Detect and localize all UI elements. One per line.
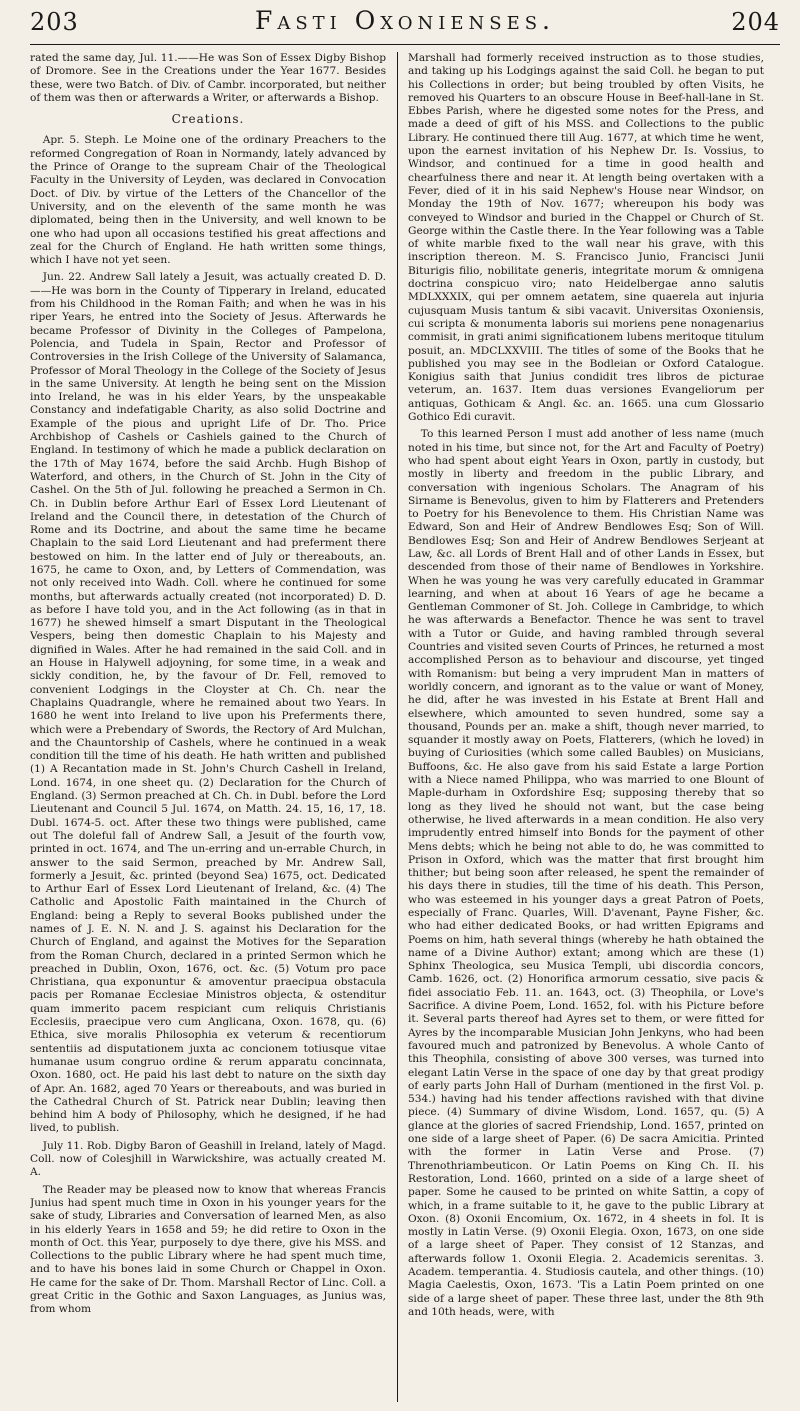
column-divider bbox=[397, 52, 398, 1402]
left-column bbox=[30, 52, 386, 1402]
paragraph-le-moine: Apr. 5. Steph. Le Moine one of the ordinary Preachers to the reformed Congregation of Roan in Normandy, lately advanced by the Prince of Orange to the supream Chair of the Theological Faculty in the University of Leyden, was declared in Convocation Doct. of Div. by virtue of the Letters of the Chancellor of the University, and on the eleventh of the same month he was diplomated, being then in the University, and well known to be one who had upon all occasions testified his great affections and zeal for the Church of England. He hath written some things, which I have not yet seen. bbox=[30, 134, 386, 267]
running-title: Fasti Oxonienses. bbox=[255, 6, 555, 35]
page-number-left: 203 bbox=[30, 8, 79, 36]
header-rule bbox=[30, 44, 780, 45]
paragraph-junius-continued: Marshall had formerly received instruction as to those studies, and taking up his Lodgings against the said Coll. he began to put his Collections in order; but being troubled by often Visits, he removed his Quarters to an obscure House in Beef-hall-lane in St. Ebbes Parish, where he digested some notes for the Press, and made a deed of gift of his MSS. and Collections to the public Library. He continued there till Aug. 1677, at which time he went, upon the earnest invitation of his Nephew Dr. Is. Vossius, to Windsor, and continued for a time in good health and chearfulness there and near it. At length being overtaken with a Fever, died of it in his said Nephew's House near Windsor, on Monday the 19th of Nov. 1677; whereupon his body was conveyed to Windsor and buried in the Chappel or Church of St. George within the Castle there. In the Year following was a Table of white marble fixed to the wall near his grave, with this inscription thereon. M. S. Francisco Junio, Francisci Junii Biturigis filio, nobilitate generis, integritate morum & omnigena doctrina conspicuo viro; nato Heidelbergae anno salutis MDLXXXIX, qui per omnem aetatem, sine quaerela aut injuria cujusquam Musis tantum & sibi vacavit. Universitas Oxoniensis, cui scripta & monumenta laboris sui moriens pene nonagenarius commisit, in grati animi significationem lubens meritoque titulum posuit, an. MDCLXXVIII. The titles of some of the Books that he published you may see in the Bodleian or Oxford Catalogue. Konigius saith that Junius condidit tres libros de picturae veterum, an. 1637. Item duas versiones Evangeliorum per antiquas, Gothicam & Angl. &c. an. 1665. una cum Glossario Gothico Edi curavit. bbox=[408, 52, 764, 424]
paragraph-rob-digby: July 11. Rob. Digby Baron of Geashill in Ireland, lately of Magd. Coll. now of Colesjhill in Warwickshire, was actually created M. A. bbox=[30, 1139, 386, 1179]
page-number-right: 204 bbox=[731, 8, 780, 36]
section-heading-creations: Creations. bbox=[171, 112, 245, 127]
page-header bbox=[30, 6, 780, 42]
paragraph-bendlowes: To this learned Person I must add another of less name (much noted in his time, but since not, for the Art and Faculty of Poetry) who had spent about eight Years in Oxon, partly in custody, but mostly in liberty and freedom in the public Library, and conversation with ingenious Scholars. The Anagram of his Sirname is Benevolus, given to him by Flatterers and Pretenders to Poetry for his Benevolence to them. His Christian Name was Edward, Son and Heir of Andrew Bendlowes Esq; Son of Will. Bendlowes Esq; Son and Heir of Andrew Bendlowes Serjeant at Law, &c. all Lords of Brent Hall and of other Lands in Essex, but descended from those of their name of Bendlowes in Yorkshire. When he was young he was very carefully educated in Grammar learning, and when at about 16 Years of age he became a Gentleman Commoner of St. Joh. College in Cambridge, to which he was afterwards a Benefactor. Thence he was sent to travel with a Tutor or Guide, and having rambled through several Countries and visited seven Courts of Princes, he returned a most accomplished Person as to behaviour and discourse, yet tinged with Romanism: but being a very imprudent Man in matters of worldly concern, and ignorant as to the value or want of Money, he did, after he was invested in his Estate at Brent Hall and elsewhere, which amounted to seven hundred, some say a thousand, Pounds per an. make a shift, though never married, to squander it mostly away on Poets, Flatterers, (which he loved) in buying of Curiosities (which some called Baubles) on Musicians, Buffoons, &c. He also gave from his said Estate a large Portion with a Niece named Philippa, who was married to one Blount of Maple-durham in Oxfordshire Esq; supposing thereby that so long as they lived he should not want, but the case being otherwise, he lived afterwards in a mean condition. He also very imprudently entred himself into Bonds for the payment of other Mens debts; which he being not able to do, he was committed to Prison in Oxford, which was the matter that first brought him thither; but being soon after released, he spent the remainder of his days there in studies, till the time of his death. This Person, who was esteemed in his younger days a great Patron of Poets, especially of Franc. Quarles, Will. D'avenant, Payne Fisher, &c. who had either dedicated Books, or had written Epigrams and Poems on him, hath several things (whereby he hath obtained the name of a Divine Author) extant; among which are these (1) Sphinx Theologica, seu Musica Templi, ubi discordia concors, Camb. 1626, oct. (2) Honorifica armorum cessatio, sive pacis & fidei associatio Feb. 11. an. 1643, oct. (3) Theophila, or Love's Sacrifice. A divine Poem, Lond. 1652, fol. with his Picture before it. Several parts thereof had Ayres set to them, or were fitted for Ayres by the incomparable Musician John Jenkyns, who had been favoured much and patronized by Benevolus. A whole Canto of this Theophila, consisting of above 300 verses, was turned into elegant Latin Verse in the space of one day by that great prodigy of early parts John Hall of Durham (mentioned in the first Vol. p. 534.) having had his tender affections ravished with that divine piece. (4) Summary of divine Wisdom, Lond. 1657, qu. (5) A glance at the glories of sacred Friendship, Lond. 1657, printed on one side of a large sheet of Paper. (6) De sacra Amicitia. Printed with the former in Latin Verse and Prose. (7) Threnothriambeuticon. Or Latin Poems on King Ch. II. his Restoration, Lond. 1660, printed on a side of a large sheet of paper. Some he caused to be printed on white Sattin, a copy of which, in a frame suitable to it, he gave to the public Library at Oxon. (8) Oxonii Encomium, Ox. 1672, in 4 sheets in fol. It is mostly in Latin Verse. (9) Oxonii Elegia. Oxon, 1673, on one side of a large sheet of Paper. They consist of 12 Stanzas, and afterwards follow 1. Oxonii Elegia. 2. Academicis serenitas. 3. Academ. temperantia. 4. Studiosis cautela, and other things. (10) Magia Caelestis, Oxon, 1673. 'Tis a Latin Poem printed on one side of a large sheet of paper. These three last, under the 8th 9th and 10th heads, were, with bbox=[408, 428, 764, 1318]
right-column bbox=[408, 52, 764, 1402]
intro-paragraph: rated the same day, Jul. 11.——He was Son of Essex Digby Bishop of Dromore. See in the Creations under the Year 1677. Besides these, were two Batch. of Div. of Cambr. incorporated, but neither of them was then or afterwards a Writer, or afterwards a Bishop. bbox=[30, 52, 386, 104]
paragraph-andrew-sall: Jun. 22. Andrew Sall lately a Jesuit, was actually created D. D.——He was born in the County of Tipperary in Ireland, educated from his Childhood in the Roman Faith; and when he was in his riper Years, he entred into the Society of Jesus. Afterwards he became Professor of Divinity in the Colleges of Pampelona, Polencia, and Tudela in Spain, Rector and Professor of Controversies in the Irish College of the University of Salamanca, Professor of Moral Theology in the College of the Society of Jesus in the same University. At length he being sent on the Mission into Ireland, he was in his elder Years, by the unspeakable Constancy and indefatigable Charity, as also solid Doctrine and Example of the pious and upright Life of Dr. Tho. Price Archbishop of Cashels or Cashiels gained to the Church of England. In testimony of which he made a publick declaration on the 17th of May 1674, before the said Archb. Hugh Bishop of Waterford, and others, in the Church of St. John in the City of Cashel. On the 5th of Jul. following he preached a Sermon in Ch. Ch. in Dublin before Arthur Earl of Essex Lord Lieutenant of Ireland and the Council there, in detestation of the Church of Rome and its Doctrine, and about the same time he became Chaplain to the said Lord Lieutenant and had preferment there bestowed on him. In the latter end of July or thereabouts, an. 1675, he came to Oxon, and, by Letters of Commendation, was not only received into Wadh. Coll. where he continued for some months, but afterwards actually created (not incorporated) D. D. as before I have told you, and in the Act following (as in that in 1677) he shewed himself a smart Disputant in the Theological Vespers, being then domestic Chaplain to his Majesty and dignified in Wales. After he had remained in the said Coll. and in an House in Halywell adjoyning, for some time, in a weak and sickly condition, he, by the favour of Dr. Fell, removed to convenient Lodgings in the Cloyster at Ch. Ch. near the Chaplains Quadrangle, where he remained about two Years. In 1680 he went into Ireland to live upon his Preferments there, which were a Prebendary of Swords, the Rectory of Ard Mulchan, and the Chauntorship of Cashels, where he continued in a weak condition till the time of his death. He hath written and published (1) A Recantation made in St. John's Church Cashell in Ireland, Lond. 1674, in one sheet qu. (2) Declaration for the Church of England. (3) Sermon preached at Ch. Ch. in Dubl. before the Lord Lieutenant and Council 5 Jul. 1674, on Matth. 24. 15, 16, 17, 18. Dubl. 1674-5. oct. After these two things were published, came out The doleful fall of Andrew Sall, a Jesuit of the fourth vow, printed in oct. 1674, and The un-erring and un-errable Church, in answer to the said Sermon, preached by Mr. Andrew Sall, formerly a Jesuit, &c. printed (beyond Sea) 1675, oct. Dedicated to Arthur Earl of Essex Lord Lieutenant of Ireland, &c. (4) The Catholic and Apostolic Faith maintained in the Church of England: being a Reply to several Books published under the names of J. E. N. N. and J. S. against his Declaration for the Church of England, and against the Motives for the Separation from the Roman Church, declared in a printed Sermon which he preached in Dublin, Oxon, 1676, oct. &c. (5) Votum pro pace Christiana, qua exponuntur & amoventur praecipua obstacula pacis per Romanae Ecclesiae Ministros objecta, & ostenditur quam immerito pacem respiciant cum reliquis Christianis Ecclesiis, praecipue vero cum Anglicana, Oxon. 1678, qu. (6) Ethica, sive moralis Philosophia ex veterum & recentiorum sententiis ad disputationem juxta ac concionem totiusque vitae humanae usum congruo ordine & rerum apparatu concinnata, Oxon. 1680, oct. He paid his last debt to nature on the sixth day of Apr. An. 1682, aged 70 Years or thereabouts, and was buried in the Cathedral Church of St. Patrick near Dublin; leaving then behind him A body of Philosophy, which he designed, if he had lived, to publish. bbox=[30, 271, 386, 1135]
paragraph-francis-junius: The Reader may be pleased now to know that whereas Francis Junius had spent much time in Oxon in his younger years for the sake of study, Libraries and Conversation of learned Men, as also in his elderly Years in 1658 and 59; he did retire to Oxon in the month of Oct. this Year, purposely to dye there, give his MSS. and Collections to the public Library where he had spent much time, and to have his bones laid in some Church or Chappel in Oxon. He came for the sake of Dr. Thom. Marshall Rector of Linc. Coll. a great Critic in the Gothic and Saxon Languages, as Junius was, from whom bbox=[30, 1183, 386, 1316]
